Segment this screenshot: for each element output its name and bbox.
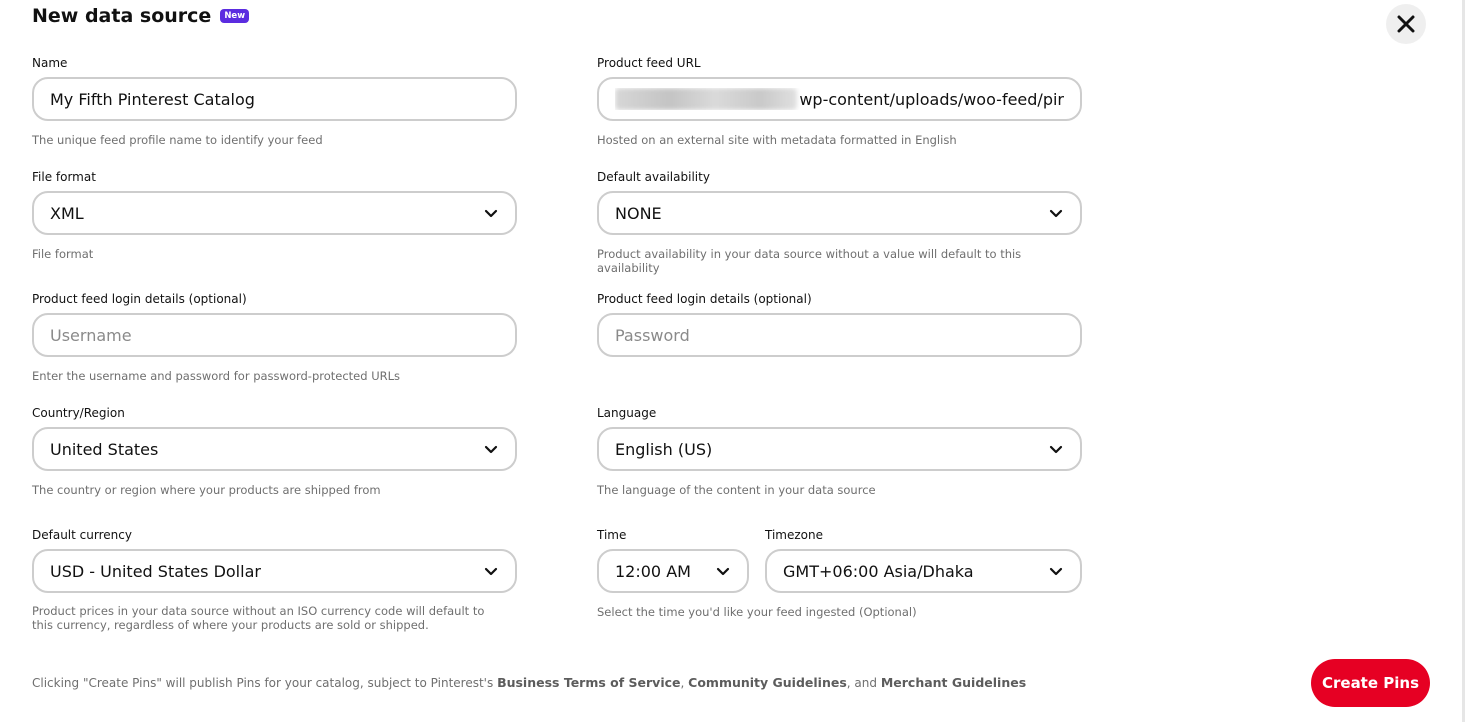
username-label: Product feed login details (optional) [32, 292, 247, 306]
currency-select[interactable] [32, 549, 517, 593]
availability-help: Product availability in your data source without a value will default to this availability [597, 247, 1022, 275]
file-format-help: File format [32, 247, 94, 261]
community-guidelines-link[interactable]: Community Guidelines [688, 675, 847, 690]
feed-url-input[interactable] [597, 77, 1082, 121]
business-terms-link[interactable]: Business Terms of Service [497, 675, 681, 690]
language-help: The language of the content in your data source [597, 483, 876, 497]
feed-url-label: Product feed URL [597, 56, 701, 70]
country-help: The country or region where your products are shipped from [32, 483, 381, 497]
availability-select[interactable] [597, 191, 1082, 235]
time-label: Time [597, 528, 627, 542]
chevron-down-icon [483, 441, 499, 457]
availability-value: NONE [615, 203, 662, 223]
currency-help: Product prices in your data source without an ISO currency code will default to this currency, regardless of where your products are sold or shipped. [32, 604, 485, 632]
create-pins-button[interactable]: Create Pins [1311, 659, 1430, 707]
close-icon [1397, 15, 1415, 33]
country-label: Country/Region [32, 406, 125, 420]
currency-label: Default currency [32, 528, 132, 542]
username-input[interactable] [50, 326, 499, 345]
country-select[interactable] [32, 427, 517, 471]
currency-value: USD - United States Dollar [50, 561, 261, 581]
chevron-down-icon [1048, 205, 1064, 221]
username-box [32, 313, 517, 357]
file-format-select[interactable] [32, 191, 517, 235]
country-value: United States [50, 439, 159, 459]
availability-label: Default availability [597, 170, 710, 184]
timezone-value: GMT+06:00 Asia/Dhaka [783, 561, 974, 581]
chevron-down-icon [483, 563, 499, 579]
time-select[interactable] [597, 549, 749, 593]
redacted-host [615, 88, 797, 110]
password-label: Product feed login details (optional) [597, 292, 812, 306]
chevron-down-icon [483, 205, 499, 221]
feed-url-value [615, 88, 1064, 110]
feed-url-path: wp-content/uploads/woo-feed/pir [799, 89, 1064, 109]
new-badge: New [220, 9, 249, 23]
terms-prefix: Clicking "Create Pins" will publish Pins for your catalog, subject to Pinterest's [32, 676, 494, 690]
time-value: 12:00 AM [615, 561, 691, 581]
name-help: The unique feed profile name to identify your feed [32, 133, 323, 147]
password-box [597, 313, 1082, 357]
terms-comma: , [680, 676, 685, 690]
language-value: English (US) [615, 439, 713, 459]
chevron-down-icon [1048, 563, 1064, 579]
terms-notice [32, 676, 1026, 690]
merchant-guidelines-link[interactable]: Merchant Guidelines [880, 675, 1027, 690]
name-value: My Fifth Pinterest Catalog [50, 89, 255, 109]
timezone-select[interactable] [765, 549, 1082, 593]
login-help: Enter the username and password for password-protected URLs [32, 369, 401, 383]
chevron-down-icon [715, 563, 731, 579]
feed-url-help: Hosted on an external site with metadata formatted in English [597, 133, 957, 147]
language-select[interactable] [597, 427, 1082, 471]
file-format-value: XML [50, 203, 84, 223]
language-label: Language [597, 406, 657, 420]
dialog-header [32, 4, 249, 28]
terms-and: , and [846, 676, 877, 690]
name-input[interactable] [32, 77, 517, 121]
name-label: Name [32, 56, 68, 70]
time-help: Select the time you'd like your feed ingested (Optional) [597, 605, 917, 619]
close-button[interactable] [1386, 4, 1426, 44]
chevron-down-icon [1048, 441, 1064, 457]
timezone-label: Timezone [765, 528, 823, 542]
password-input[interactable] [615, 326, 1064, 345]
file-format-label: File format [32, 170, 96, 184]
page-title: New data source [32, 5, 212, 27]
